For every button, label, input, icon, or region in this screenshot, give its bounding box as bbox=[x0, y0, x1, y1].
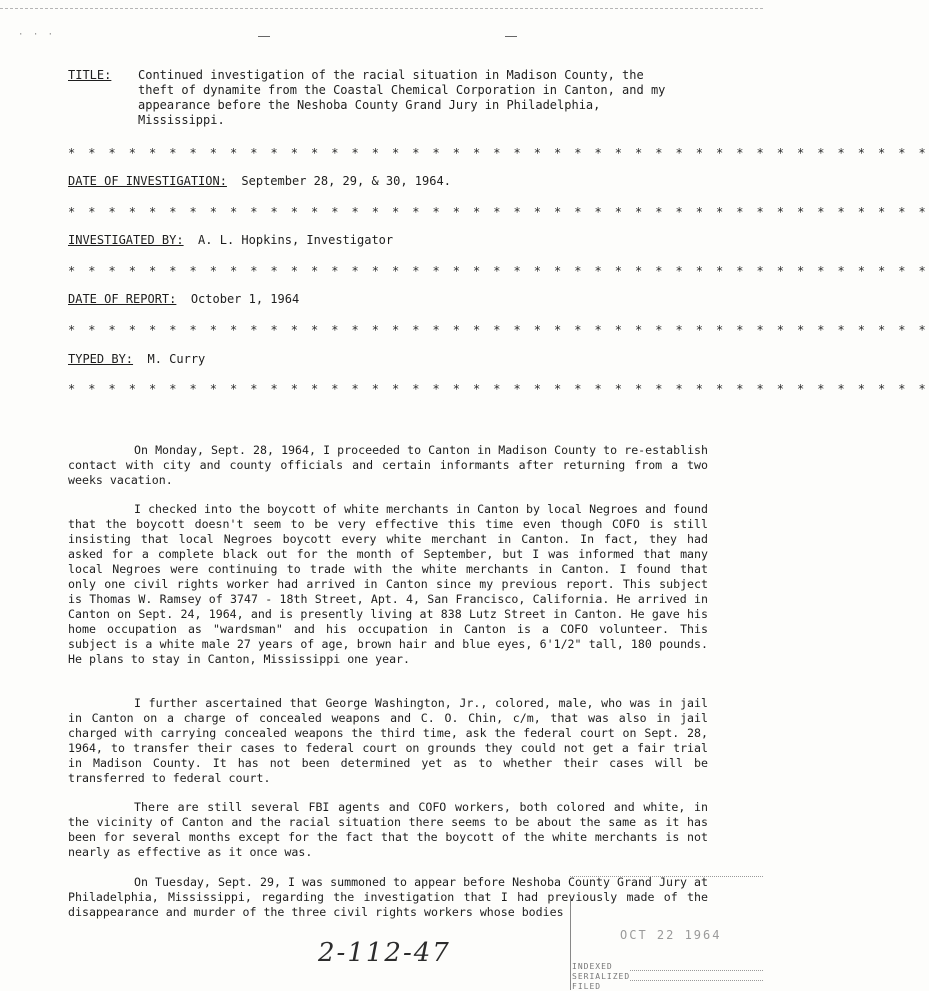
paragraph-5: On Tuesday, Sept. 29, I was summoned to appear before Neshoba County Grand Jury at Philadelphia, Mississippi, regarding the investigation that I had previously made of the disappearance and murder of the three civil rights workers whose bodies bbox=[68, 875, 708, 919]
title-label: TITLE: bbox=[68, 68, 112, 82]
paragraph-3: I further ascertained that George Washington, Jr., colored, male, who was in jail in Canton on a charge of concealed weapons and C. O. Chin, c/m, that was also in jail charged with carrying concealed weapons the third time, ask the federal court on Sept. 28, 1964, to transfer their cases to federal court on grounds they could not get a fair trial in Madison County. It has not been determined yet as to whether their cases will be transferred to federal court. bbox=[68, 696, 708, 785]
stamp-bar bbox=[570, 898, 571, 990]
investigated-by-value: A. L. Hopkins, Investigator bbox=[198, 233, 394, 247]
typed-by-value: M. Curry bbox=[147, 352, 206, 366]
paragraph-4: There are still several FBI agents and COFO workers, both colored and white, in the vicinity of Canton and the racial situation there seems to be about the same as it has been for several months except for the fact that the boycott of the white merchants is not nearly as effective as it once was. bbox=[68, 800, 708, 859]
typed-by-label: TYPED BY: bbox=[68, 352, 134, 366]
date-of-investigation-value: September 28, 29, & 30, 1964. bbox=[241, 174, 451, 188]
stamp-rule bbox=[630, 980, 763, 981]
stamp-rule bbox=[570, 876, 763, 877]
date-of-investigation-label: DATE OF INVESTIGATION: bbox=[68, 174, 227, 188]
filing-stamp bbox=[570, 870, 763, 990]
stamp-filed-label: FILED bbox=[572, 982, 602, 991]
date-of-report-label: DATE OF REPORT: bbox=[68, 292, 177, 306]
star-divider: * * * * * * * * * * * * * * * * * * * * * * * * * * * * * * * * * * * * * * * * * * * bbox=[68, 205, 929, 219]
paragraph-1: On Monday, Sept. 28, 1964, I proceeded to Canton in Madison County to re-establish contact with city and county officials and certain informants after returning from a two weeks vacation. bbox=[68, 443, 708, 487]
stamp-date: OCT 22 1964 bbox=[620, 928, 722, 942]
top-dashed-rule bbox=[0, 8, 763, 9]
edge-marks: · · · bbox=[18, 30, 56, 40]
investigated-by-label: INVESTIGATED BY: bbox=[68, 233, 184, 247]
date-of-report-row bbox=[68, 292, 299, 307]
stamp-serialized-label: SERIALIZED bbox=[572, 972, 631, 981]
typed-by-row bbox=[68, 352, 205, 367]
star-divider: * * * * * * * * * * * * * * * * * * * * * * * * * * * * * * * * * * * * * * * * * * * bbox=[68, 323, 929, 337]
stamp-rule bbox=[630, 970, 763, 971]
star-divider: * * * * * * * * * * * * * * * * * * * * * * * * * * * * * * * * * * * * * * * * * * * bbox=[68, 146, 929, 160]
title-text: Continued investigation of the racial situation in Madison County, the theft of dynamite from the Coastal Chemical Corporation in Canton, and my appearance before the Neshoba County Grand Jury in Philadelphia, Mississippi. bbox=[138, 68, 666, 127]
dash-mark bbox=[258, 36, 270, 37]
handwritten-file-number: 2-112-47 bbox=[318, 938, 451, 968]
star-divider: * * * * * * * * * * * * * * * * * * * * * * * * * * * * * * * * * * * * * * * * * * * bbox=[68, 264, 929, 278]
paragraph-2: I checked into the boycott of white merchants in Canton by local Negroes and found that the boycott doesn't seem to be very effective this time even though COFO is still insisting that local Negroes boycott every white merchant in Canton. In fact, they had asked for a complete black out for the month of September, but I was informed that many local Negroes were continuing to trade with the white merchants in Canton. I found that only one civil rights worker had arrived in Canton since my previous report. This subject is Thomas W. Ramsey of 3747 - 18th Street, Apt. 4, San Francisco, California. He arrived in Canton on Sept. 24, 1964, and is presently living at 838 Lutz Street in Canton. He gave his home occupation as "wardsman" and his occupation in Canton is a COFO volunteer. This subject is a white male 27 years of age, brown hair and blue eyes, 6'1/2" tall, 180 pounds. He plans to stay in Canton, Mississippi one year. bbox=[68, 502, 708, 666]
dash-mark bbox=[505, 36, 517, 37]
stamp-indexed-label: INDEXED bbox=[572, 962, 613, 971]
investigated-by-row bbox=[68, 233, 393, 248]
date-of-report-value: October 1, 1964 bbox=[190, 292, 300, 306]
star-divider: * * * * * * * * * * * * * * * * * * * * * * * * * * * * * * * * * * * * * * * * * * * bbox=[68, 382, 929, 396]
date-of-investigation-row bbox=[68, 174, 451, 189]
